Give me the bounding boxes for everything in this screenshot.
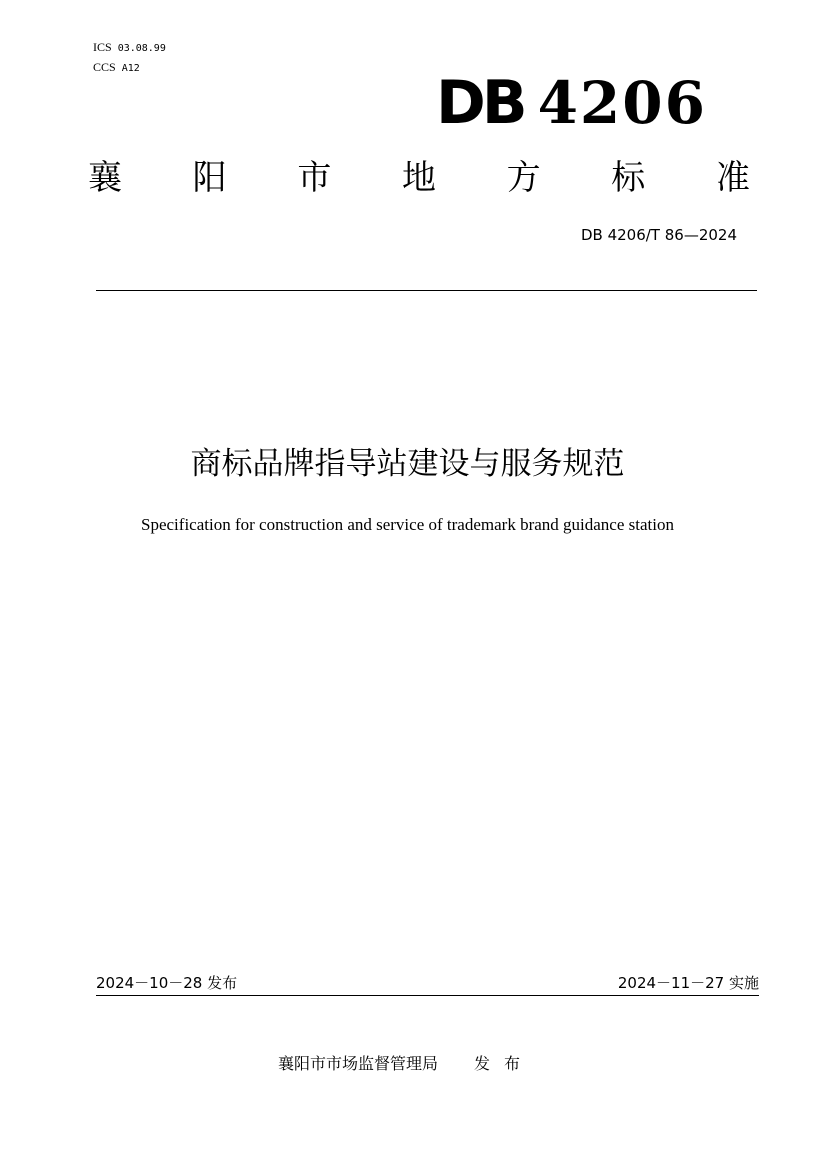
ics-classification xyxy=(93,40,166,56)
issuer-name: 襄阳市市场监督管理局 xyxy=(278,1054,439,1073)
issuing-authority xyxy=(278,1053,534,1075)
standard-number: DB 4206/T 86—2024 xyxy=(580,226,737,244)
implementation-date: 2024－11－27 实施 xyxy=(617,974,759,992)
standard-code-region: 4206 xyxy=(537,69,707,137)
ics-value: 03.08.99 xyxy=(117,43,166,54)
ccs-classification xyxy=(93,60,140,76)
standard-code-logo xyxy=(436,70,707,136)
document-title-chinese: 商标品牌指导站建设与服务规范 xyxy=(190,446,625,482)
standard-kind-char: 准 xyxy=(715,158,750,198)
issuer-verb: 发布 xyxy=(474,1054,535,1073)
standard-kind-char: 地 xyxy=(401,158,436,198)
ccs-label: CCS xyxy=(93,60,116,74)
ccs-value: A12 xyxy=(121,63,140,74)
standard-kind-char: 标 xyxy=(611,158,646,198)
standard-kind-char: 阳 xyxy=(192,158,227,198)
header-divider xyxy=(96,290,757,291)
standard-kind-char: 方 xyxy=(506,158,541,198)
standard-kind-heading xyxy=(88,155,750,201)
footer-divider xyxy=(96,995,759,996)
standard-code-prefix: DB xyxy=(436,68,524,138)
issue-date: 2024－10－28 发布 xyxy=(96,974,238,992)
ics-label: ICS xyxy=(93,40,112,54)
standard-kind-char: 市 xyxy=(297,158,332,198)
document-title-english: Specification for construction and service of trademark brand guidance station xyxy=(141,515,674,534)
standard-kind-char: 襄 xyxy=(88,158,122,198)
